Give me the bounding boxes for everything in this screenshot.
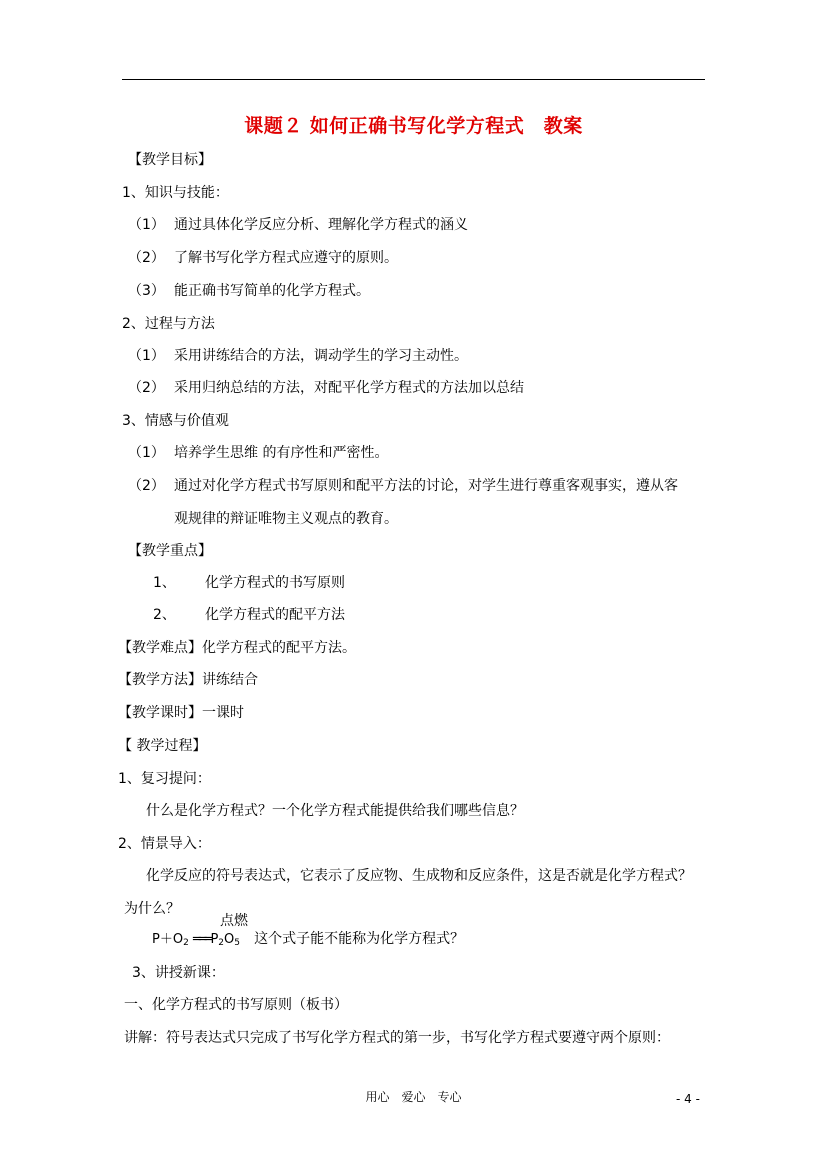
goal-item [128,249,398,267]
explain-paragraph: 讲解：符号表达式只完成了书写化学方程式的第一步，书写化学方程式要遵守两个原则： [124,1030,670,1046]
item-text: 化学方程式的配平方法 [205,607,345,623]
item-text: 能正确书写简单的化学方程式。 [174,283,370,299]
subscript: 2 [218,938,225,948]
item-number: 2、 [153,607,176,623]
goal-item [128,216,468,234]
goal-item [128,477,678,495]
item-number: （2） [128,478,165,494]
item-number: （2） [128,380,165,396]
key-heading: 【教学重点】 [128,543,212,559]
item-number: （1） [128,217,165,233]
reaction-arrow: ═══ [192,932,211,947]
item-text: 采用讲练结合的方法，调动学生的学习主动性。 [174,348,468,364]
page-number: - 4 - [676,1092,700,1106]
subscript: 5 [234,938,240,948]
reaction-condition: 点燃 [220,913,248,929]
goal-item [128,282,370,300]
difficulty-line: 【教学难点】化学方程式的配平方法。 [118,640,356,656]
goals-section-2: 2、过程与方法 [122,316,215,332]
intro-paragraph: 化学反应的符号表达式，它表示了反应物、生成物和反应条件，这是否就是化学方程式？ [146,868,692,884]
item-text: 通过具体化学反应分析、理解化学方程式的涵义 [174,217,468,233]
goal-item [128,379,524,397]
goals-heading: 【教学目标】 [128,152,212,168]
item-number: （1） [128,348,165,364]
review-heading: 1、复习提问： [118,771,211,787]
goals-section-1: 1、知识与技能： [122,185,229,201]
item-text: 培养学生思维 的有序性和严密性。 [174,445,389,461]
item-number: （2） [128,250,165,266]
process-heading: 【 教学过程】 [118,738,207,754]
intro-heading: 2、情景导入： [118,836,211,852]
hours-line: 【教学课时】一课时 [118,705,244,721]
goal-item [128,444,388,462]
goals-section-3: 3、情感与价值观 [122,413,229,429]
page-title: 课题２ 如何正确书写化学方程式 教案 [244,115,583,137]
product-oxygen: O [224,932,235,947]
item-text: 采用归纳总结的方法，对配平化学方程式的方法加以总结 [174,380,524,396]
product: P [210,932,219,947]
header-rule [122,79,705,80]
key-item [153,606,345,624]
new-lesson-heading: 3、讲授新课： [132,965,225,981]
item-number: （1） [128,445,165,461]
item-text: 化学方程式的书写原则 [205,575,345,591]
method-line: 【教学方法】讲练结合 [118,672,258,688]
reactants: P＋O [152,932,184,947]
intro-paragraph-end: 为什么？ [124,901,180,917]
subscript: 2 [183,938,189,948]
chemical-equation [152,930,464,952]
item-text: 通过对化学方程式书写原则和配平方法的讨论，对学生进行尊重客观事实，遵从客 [174,478,678,494]
goal-item-continuation: 观规律的辩证唯物主义观点的教育。 [174,511,398,527]
item-number: （3） [128,283,165,299]
equation-question: 这个式子能不能称为化学方程式？ [254,931,465,947]
rule-heading: 一、化学方程式的书写原则（板书） [124,997,348,1013]
footer-motto: 用心 爱心 专心 [365,1090,462,1104]
item-number: 1、 [153,575,176,591]
goal-item [128,347,468,365]
key-item [153,574,345,592]
review-question: 什么是化学方程式？一个化学方程式能提供给我们哪些信息？ [146,803,524,819]
item-text: 了解书写化学方程式应遵守的原则。 [174,250,398,266]
